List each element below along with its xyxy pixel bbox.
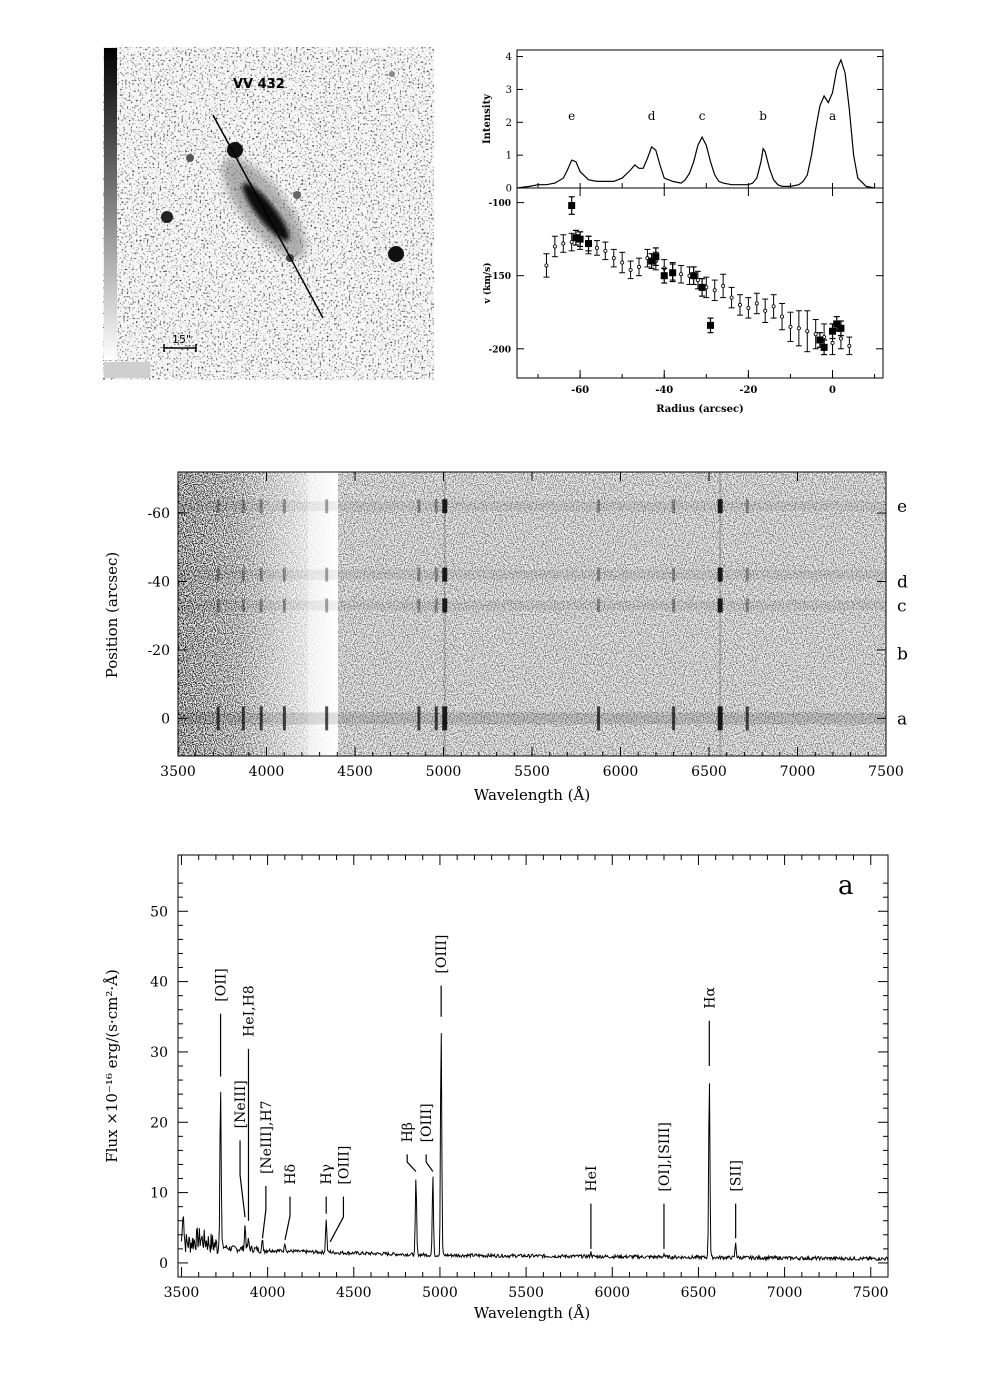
row-label: c [897, 596, 907, 617]
velocity-point-filled [707, 318, 714, 333]
line-annotation [283, 1164, 299, 1240]
velocity-point-open [754, 293, 760, 313]
line-annotation [233, 1080, 249, 1217]
velocity-point-filled [585, 236, 592, 251]
x-tick-label: 0 [829, 385, 837, 396]
y-tick-label: -40 [147, 574, 170, 591]
intensity-line [517, 60, 875, 188]
y-tick-label: 10 [150, 1185, 168, 1202]
plot-frame [178, 855, 888, 1277]
star [388, 246, 404, 262]
velocity-point-open [729, 287, 735, 307]
plot-frame [517, 188, 883, 378]
y-tick-label: 50 [150, 904, 168, 921]
velocity-point-open [611, 249, 617, 267]
x-tick-label: 3500 [160, 764, 196, 780]
x-tick-label: -20 [739, 385, 758, 396]
y-tick-label: 40 [150, 974, 168, 991]
y-tick-label: 0 [505, 183, 512, 195]
x-tick-label: 4000 [249, 1285, 286, 1301]
line-annotation [434, 935, 450, 1017]
line-annotation [400, 1122, 416, 1171]
line-label: HeI,H8 [241, 985, 258, 1037]
velocity-point-open [628, 261, 634, 279]
y-tick-label: 3 [505, 84, 512, 96]
line-label: Hα [702, 987, 719, 1009]
colorbar [104, 48, 117, 360]
line-annotation [259, 1100, 275, 1238]
x-axis-label: Radius (arcsec) [656, 404, 744, 415]
object-label: VV 432 [233, 77, 285, 92]
velocity-point-open [813, 320, 819, 349]
long-slit-spectrum-chart [103, 472, 908, 804]
line-annotation [584, 1166, 600, 1249]
peak-label: d [647, 109, 656, 123]
line-label: [OI],[SIII] [656, 1122, 673, 1192]
velocity-point-open [796, 311, 802, 346]
velocity-point-open [678, 265, 684, 283]
line-annotation [702, 987, 718, 1066]
peak-label: b [759, 109, 767, 123]
velocity-point-filled [568, 197, 575, 215]
peak-label: a [828, 109, 837, 123]
line-label: [OIII] [336, 1145, 353, 1185]
row-label: a [897, 709, 908, 730]
velocity-point-filled [699, 279, 706, 297]
velocity-point-filled [669, 264, 676, 282]
velocity-point-open [619, 252, 625, 272]
row-label: e [897, 497, 908, 518]
line-label: [SII] [728, 1160, 745, 1192]
velocity-point-filled [661, 268, 668, 283]
line-annotation [657, 1122, 673, 1249]
line-label: [NeIII],H7 [258, 1100, 275, 1175]
panel-label: a [838, 871, 854, 901]
peak-label: c [698, 109, 706, 123]
x-tick-label: 7500 [868, 764, 904, 780]
line-label: Hγ [319, 1164, 336, 1185]
star [161, 211, 173, 223]
velocity-point-open [552, 236, 558, 256]
y-tick-label: -150 [488, 272, 511, 283]
y-axis-label: v (km/s) [483, 262, 493, 304]
x-tick-label: 7000 [766, 1285, 803, 1301]
line-annotation [330, 1146, 352, 1242]
velocity-point-open [720, 274, 726, 297]
line-annotation [214, 968, 230, 1076]
velocity-profile-chart [482, 188, 883, 415]
velocity-point-open [594, 241, 600, 256]
velocity-point-filled [577, 232, 584, 247]
velocity-point-open [771, 295, 777, 318]
x-tick-label: 6500 [680, 1285, 717, 1301]
star [293, 191, 301, 199]
y-tick-label: 4 [505, 52, 512, 64]
y-tick-label: -100 [488, 199, 511, 210]
galaxy-image-panel [103, 47, 434, 380]
x-tick-label: 3500 [163, 1285, 200, 1301]
velocity-point-open [543, 254, 549, 277]
line-label: Hδ [283, 1163, 300, 1185]
row-label: d [897, 572, 908, 593]
line-annotation [319, 1164, 335, 1214]
star [389, 71, 395, 77]
velocity-point-open [762, 299, 768, 322]
y-tick-label: 1 [505, 150, 512, 162]
velocity-point-open [787, 312, 793, 341]
x-tick-label: 7000 [779, 764, 816, 780]
x-tick-label: 5500 [514, 764, 550, 780]
velocity-point-open [636, 258, 642, 276]
line-label: HeI [583, 1165, 600, 1192]
x-tick-label: 5000 [422, 1285, 458, 1301]
x-tick-label: 6000 [602, 764, 639, 780]
y-tick-label: 20 [150, 1115, 168, 1132]
x-tick-label: 5000 [425, 764, 462, 780]
x-tick-label: 6000 [594, 1285, 631, 1301]
x-tick-label: -40 [655, 385, 674, 396]
y-axis-label: Intensity [482, 93, 493, 145]
velocity-point-open [846, 337, 852, 355]
x-axis-label: Wavelength (Å) [473, 1304, 591, 1322]
y-tick-label: 2 [505, 117, 512, 129]
y-tick-label: 0 [161, 711, 170, 728]
star [186, 154, 194, 162]
line-label: Hβ [400, 1122, 417, 1143]
line-annotation [419, 1103, 435, 1171]
velocity-point-open [779, 303, 785, 329]
peak-label: e [568, 109, 576, 123]
x-tick-label: 4500 [335, 1285, 372, 1301]
scale-label: 15" [172, 333, 192, 346]
x-tick-label: 5500 [508, 1285, 544, 1301]
spectrum-a-chart [103, 855, 889, 1322]
x-tick-label: 4000 [248, 764, 285, 780]
y-axis-label: Flux ×10⁻¹⁶ erg/(s·cm²·Å) [103, 969, 121, 1163]
x-tick-label: 4500 [337, 764, 373, 780]
velocity-point-open [737, 295, 743, 315]
y-axis-label: Position (arcsec) [103, 551, 121, 679]
velocity-point-open [602, 242, 608, 260]
velocity-point-open [804, 311, 810, 352]
x-axis-label: Wavelength (Å) [473, 786, 591, 804]
y-tick-label: -20 [147, 642, 170, 659]
intensity-profile-chart [482, 50, 883, 195]
velocity-point-open [560, 235, 566, 253]
x-tick-label: -60 [571, 385, 590, 396]
line-annotation [729, 1160, 745, 1238]
y-tick-label: 0 [159, 1255, 168, 1272]
velocity-point-open [712, 280, 718, 300]
row-label: b [897, 644, 908, 665]
line-label: [OIII] [434, 934, 451, 974]
velocity-point-filled [690, 267, 697, 285]
line-label: [NeIII] [233, 1080, 250, 1129]
velocity-point-open [745, 298, 751, 318]
y-tick-label: -200 [488, 345, 511, 356]
y-tick-label: 30 [150, 1044, 168, 1061]
line-label: [OII] [213, 968, 230, 1002]
x-tick-label: 6500 [691, 764, 727, 780]
y-tick-label: -60 [147, 506, 170, 523]
x-tick-label: 7500 [852, 1285, 889, 1301]
line-label: [OIII] [419, 1103, 436, 1143]
